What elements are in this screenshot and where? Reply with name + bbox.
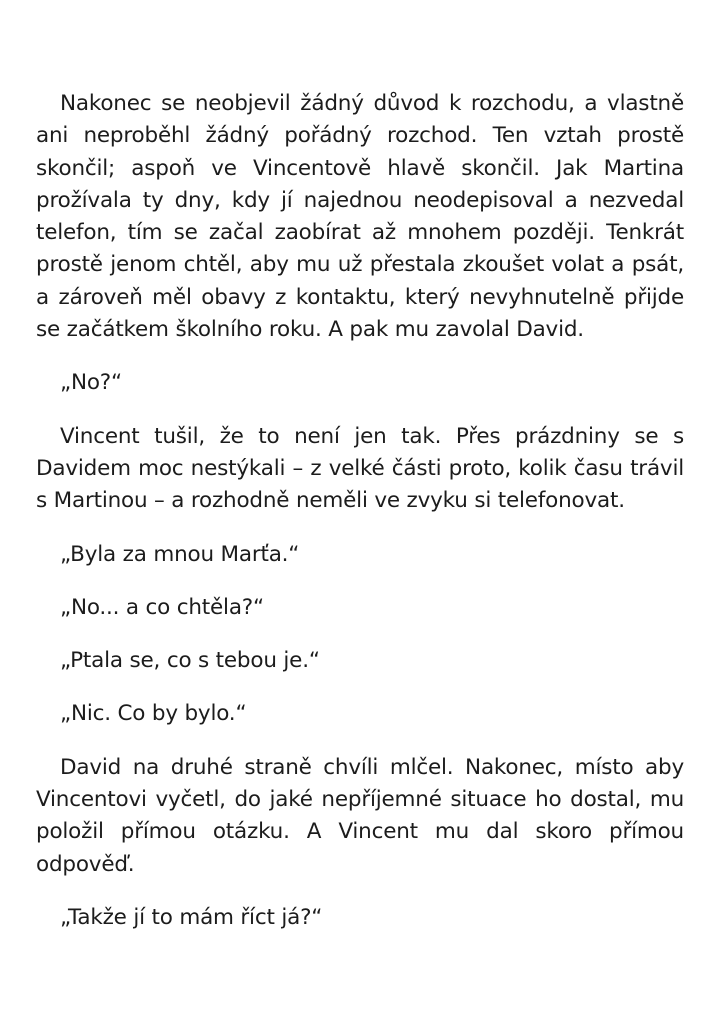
paragraph-dialogue-6: „Takže jí to mám říct já?“ [60,904,323,930]
paragraph-dialogue-3: „No... a co chtěla?“ [60,594,264,620]
paragraph-dialogue-1: „No?“ [60,370,122,396]
paragraph-narration-2: Vincent tušil, že to není jen tak. Přes prázdniny se s Davidem moc nestýkali – z velké části proto, kolik času trávil s Martinou – a rozhodně neměli ve zvyku si telefonovat. [36,423,684,514]
paragraph-dialogue-2: „Byla za mnou Marťa.“ [60,541,300,567]
book-page [36,88,684,955]
paragraph-narration-1: Nakonec se neobjevil žádný důvod k rozchodu, a vlastně ani neproběhl žádný pořádný rozchod. Ten vztah prostě skončil; aspoň ve Vincentově hlavě skončil. Jak Martina prožívala ty dny, kdy jí najednou neodepisoval a nezvedal telefon, tím se začal zaobírat až mnohem později. Tenkrát prostě jenom chtěl, aby mu už přestala zkoušet volat a psát, a zároveň měl obavy z kontaktu, který nevyhnutelně přijde se začátkem školního roku. A pak mu zavolal David. [36,91,684,343]
paragraph-dialogue-5: „Nic. Co by bylo.“ [60,701,247,727]
paragraph-dialogue-4: „Ptala se, co s tebou je.“ [60,648,320,674]
paragraph-narration-3: David na druhé straně chvíli mlčel. Nakonec, místo aby Vincentovi vyčetl, do jaké nepříjemné situace ho dostal, mu položil přímou otázku. A Vincent mu dal skoro přímou odpověď. [36,754,684,877]
